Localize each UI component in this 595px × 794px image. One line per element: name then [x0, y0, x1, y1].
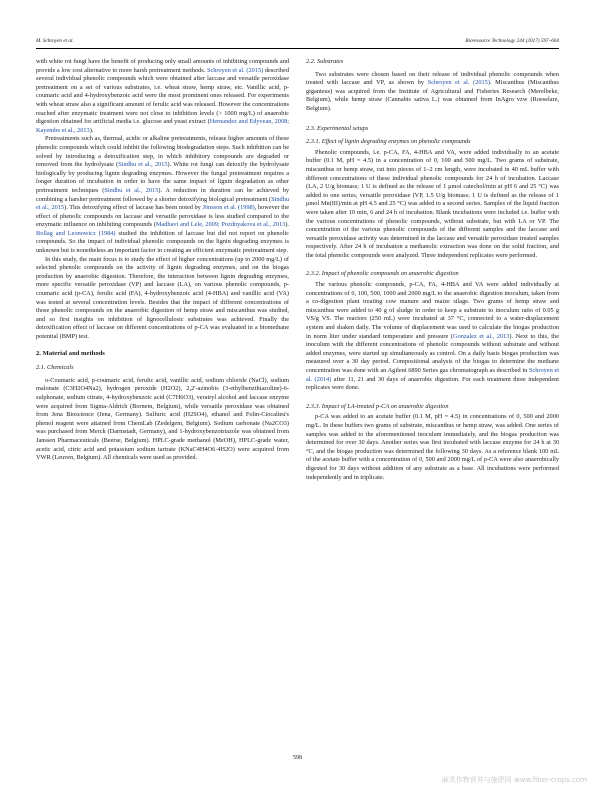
subsubsection-title-anaerobic: 2.3.2. Impact of phenolic compounds on anaerobic digestion [306, 270, 459, 278]
body-text: ). Next to this, the inoculum with the different concentrations of phenolic compounds without substrate and without added enzymes, were started up simultaneously as control. On a daily basis biogas production was measured over a 30 day period. Compositional analysis of the biogas to determine the methane concentration was done with an Agilent 6890 Series gas chromatograph as described in [306, 332, 559, 374]
pretreatment-paragraph [36, 135, 289, 255]
subsubsection-title-enzymes: 2.3.1. Effect of lignin degrading enzymes on phenolic compounds [306, 138, 471, 146]
body-text: The various phenolic compounds, p-CA, FA, 4-HBA and VA were added individually at concentrations of 0, 100, 500, 1000 and 2000 mg/L to the anaerobic digestion inoculum, taken from a co-digestion plant treating cow manure and maize silage. Two grams of hemp straw and miscanthus were added to 40 g of sludge in order to keep a substrate to inoculum ratio of 0.05 g VS/g VS. The reactors (250 mL) were incubated at 37 °C, connected to a water-displacement system and shaken daily. The volume of displacement was used to calculate the biogas production in norm liter under standard temperature and pressure ( [306, 281, 559, 340]
enzymes-paragraph: Phenolic compounds, i.e. p-CA, FA, 4-HBA and VA, were added individually to an acetate buffer (0.1 M, pH = 4.5) in a concentration of 0, 100 and 500 mg/L. Two grams of substrate, miscanthus or hemp straw, cut into pieces of 1–2 cm length, were incubated in 40 mL buffer with different concentrations of these individual phenolic compounds for 24 h of incubation. Laccase (LA, 2 U/g biomass; 1 U is defined as the release of 1 μmol catechol/min at pH 6 and 25 °C) was added to one series, versatile peroxidase (VP, 1.5 U/g biomass; 1 U is defined as the release of 1 μmol Mn(III)/min at pH 4.5 and 25 °C) was added to a second series. Samples of the liquid fraction were taken after 10 min, 6 and 24 h of incubation. Blank incubations were included i.e. buffer with the various concentrations of phenolic compounds, without substrate, but with LA or VP. The concentration of the various phenolic compounds of the different samples and the laccase and versatile peroxidase activity was determined in the laccase and versatile peroxidase treated samples respectively. After 24 h of incubation a methanolic extraction was done on the solid fraction, and the total phenolic compounds were analyzed. Three independent replicates were performed. [306, 148, 559, 259]
substrates-paragraph [306, 71, 559, 114]
body-text: , however the effect of phenolic compounds on laccase and versatile peroxidase is less studied compared to the enzymatic influence on inhibiting compounds ( [36, 204, 289, 229]
left-column [36, 58, 289, 748]
watermark: 麻类作物营养与施肥网 www.fiber-crops.com [441, 776, 587, 784]
body-text: . Miscanthus (Miscanthus giganteus) was acquired from the Institute of Agricultural and Fisheries Research (Merelbeke, Belgium), while hemp straw (Cannabis sativa L.) was obtained from InAgro vzw (Roeselare, Belgium). [306, 79, 559, 112]
spacer [306, 114, 559, 119]
citation-link[interactable]: Sindhu et al., 2015 [104, 186, 159, 194]
subsection-title-substrates: 2.2. Substrates [306, 58, 344, 65]
subsubsection-title-la-treated: 2.3.3. Impact of LA-treated p-CA on anaerobic digestion [306, 402, 449, 410]
citation-link[interactable]: Gonzalez et al., 2013 [453, 332, 510, 340]
spacer [306, 260, 559, 265]
body-text: ). This detoxifying effect of laccase has been noted by [64, 204, 203, 212]
chemicals-paragraph: o-Coumaric acid, p-coumaric acid, ferulic acid, vanillic acid, sodium chloride (NaCl), sodium malonate (C3H2O4Na2), hydrogen peroxide (H2O2), 2,2′-azinobis (3-ethylbenzthiazoline)-6-sulphonate, sodium citrate, 4-hydroxybenzoic acid (C7H6O3), veratryl alcohol and laccase enzyme were acquired from Sigma-Aldrich (Bornem, Belgium), while versatile peroxidase was obtained from Jena Bioscience (Jena, Germany). Sulfuric acid (H2SO4), ethanol and Folin-Ciocalteu's phenol reagent were attained from ChemLab (Zedelgem, Belgium). Sodium carbonate (Na2CO3) was purchased from Merck (Darmstadt, Germany), and 1-hydroxybenzotriazole was obtained from Janssen Pharmaceuticals (Beerse, Belgium). HPLC-grade methanol (MeOH), HPLC-grade water, acetic acid, citric acid and potassium sodium tartrate (KNaC4H4O6·4H2O) were acquired from VWR (Leuven, Belgium). All chemicals were used as provided. [36, 376, 289, 462]
citation-link[interactable]: Schroyen et al. (2014) [306, 367, 559, 383]
subsection-title-experimental-setups: 2.3. Experimental setups [306, 124, 369, 132]
anaerobic-paragraph [306, 281, 559, 393]
body-text: ). [89, 126, 94, 134]
spacer [306, 393, 559, 398]
body-text: ). A reduction in duration can be achieved by combining a harsher pretreatment followed by a shorter detoxifying biological pretreatment ( [36, 186, 289, 203]
citation-link[interactable]: Jönsson et al. (1998) [202, 204, 255, 212]
body-text: after 11, 21 and 30 days of anaerobic digestion. For each treatment three independent replicates were done. [306, 375, 559, 392]
header-rule [36, 48, 559, 49]
body-text: with white rot fungi have the benefit of producing only small amounts of inhibiting compounds and provide a low cost alternative to more harsh pretreatment methods. [36, 58, 289, 74]
page-number: 598 [293, 755, 302, 761]
study-aim-paragraph: In this study, the main focus is to study the effect of higher concentrations (up to 2000 mg/L) of selected phenolic compounds on the activity of lignin degrading enzymes, and on the biogas production by anaerobic digestion. Therefore, the interaction between lignin degrading enzymes, more specific versatile peroxidase (VP) and laccase (LA), on various phenolic compounds, p-coumaric acid (p-CA), ferulic acid (FA), 4-hydroxybenzoic acid (4-HBA) and vanillic acid (VA) was tested at several concentration levels. Besides that the impact of different concentrations of those phenolic compounds on the anaerobic digestion of hemp straw and miscanthus was studied, and so first insights on inhibition of lignocellulosic substrates was achieved. Finally the detoxification effect of laccase on different concentrations of p-CA was evaluated in a biomethane potential (BMP) test. [36, 255, 289, 340]
citation-link[interactable]: Sindhu et al., 2015 [118, 161, 168, 169]
body-text: Pretreatments such as, thermal, acidic or alkaline pretreatments, release higher amounts of these phenolic compounds which could inhibit the following biodegradation steps. Such inhibition can be solved by introducing a detoxification step, in which inhibitory compounds are degraded or removed from the hydrolysate ( [36, 135, 289, 169]
body-text: Two substrates were chosen based on their release of individual phenolic compounds when treated with laccase and VP, as shown by [306, 70, 559, 87]
citation-link[interactable]: Bollag and Leonowicz (1984) [36, 229, 116, 237]
body-text: ). White rot fungi can detoxify the hydrolysate biologically by producing lignin degrading enzymes. However the fungal pretreatment requires a longer duration of incubation in order to have the same impact of lignin degradation as other pretreatment techniques ( [36, 161, 289, 194]
body-text: described several individual phenolic compounds which were obtained after laccase and versatile peroxidase pretreatment on a set of various substrates, i.e. wheat straw, hemp straw, etc. Vanillic acid, p-coumaric acid and 4-hydroxybenzoic acid were the most prominent ones released. For experiments with wheat straw also a significant amount of ferulic acid was released. However the concentrations reached after enzymatic treatment were not close to inhibition levels (> 1000 mg/L) of anaerobic digestion obtained for artificial media i.e. glucose and yeast extract ( [36, 66, 289, 126]
intro-paragraph-continued [36, 58, 289, 135]
citation-link[interactable]: Schroyen et al. (2015) [427, 79, 490, 87]
body-text: ). [285, 221, 289, 229]
citation-link[interactable]: Schroyen et al. (2015) [206, 66, 264, 74]
citation-link[interactable]: Hernandez and Edyvean, 2008; Kayembe et al., 2013 [36, 118, 289, 134]
subsection-title-chemicals: 2.1. Chemicals [36, 364, 74, 372]
right-column [306, 58, 559, 748]
header-journal: Bioresource Technology 244 (2017) 597–604 [465, 38, 559, 44]
running-header [36, 38, 559, 48]
citation-link[interactable]: Sindhu et al., 2015 [36, 195, 289, 212]
citation-link[interactable]: Madhavi and Lele, 2009; Pozdnyakova et al., 2013 [155, 221, 286, 229]
body-text: studied the inhibition of laccase but did not report on phenolic compounds. So the impact of individual phenolic compounds on the lignin degrading enzymes is unknown but is nonetheless an important factor in creating an efficient enzymatic pretreatment step. [36, 229, 289, 255]
header-authors: M. Schroyen et al. [36, 38, 74, 44]
section-title-methods: 2. Material and methods [36, 349, 105, 357]
la-treated-paragraph: p-CA was added to an acetate buffer (0.1 M, pH = 4.5) in concentrations of 0, 500 and 2000 mg/L. In these buffers two grams of substrate, miscanthus or hemp straw, was added. One series of samples was added to the aforementioned inoculum immediately, and the biogas production was determined for over 30 days. Another series was first incubated with laccase enzyme for 24 h at 30 °C, and the biogas production was determined the following 30 days. As a reference blank 100 mL of the acetate buffer with a concentration of 0, 500 and 2000 mg/L of p-CA were also anaerobically digested for 30 days without addition of any substrate as a base. All incubations were performed independently and in triplicate. [306, 413, 559, 481]
